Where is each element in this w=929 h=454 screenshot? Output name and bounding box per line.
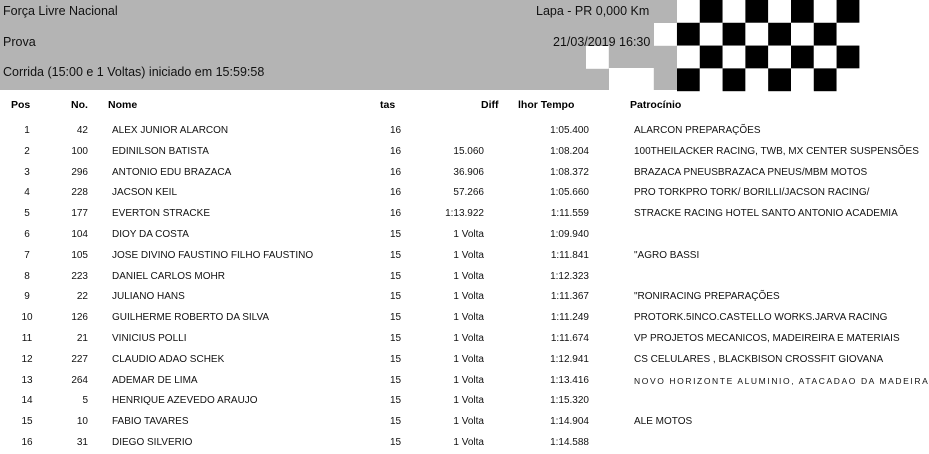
row-number: 5 [82,395,88,407]
checker-square [700,0,723,23]
checker-square [814,23,837,46]
row-laps: 16 [390,145,402,157]
checker-square [609,68,632,91]
checker-square [586,46,609,69]
session-name: Prova [3,35,36,49]
row-pos: 15 [21,416,33,428]
row-diff: 1 Volta [453,395,484,407]
checker-square [837,68,860,91]
row-laps: 15 [390,333,402,344]
row-number: 21 [76,333,88,344]
row-laps: 15 [390,437,402,448]
row-laps: 15 [390,416,402,428]
row-number: 296 [71,166,88,178]
row-laps: 16 [390,187,402,199]
table-row [0,246,858,267]
row-driver-name: DIEGO SILVERIO [112,437,193,448]
row-laps: 15 [390,291,402,303]
table-row [0,412,858,433]
row-driver-name: JOSE DIVINO FAUSTINO FILHO FAUSTINO [112,249,314,261]
row-number: 264 [71,374,88,386]
row-best-lap: 1:05.400 [550,125,589,136]
col-header-no: No. [71,99,88,111]
row-pos: 10 [21,312,33,324]
checker-square [654,23,677,46]
row-best-lap: 1:13.416 [550,374,589,386]
checker-square [837,46,860,69]
row-pos: 14 [21,395,33,407]
row-sponsor: STRACKE RACING HOTEL SANTO ANTONIO ACADEMIA [634,208,898,220]
row-laps: 15 [390,353,402,365]
row-pos: 1 [24,125,30,136]
checker-square [791,46,814,69]
row-best-lap: 1:08.204 [550,145,589,157]
checker-square [768,0,791,23]
checker-square [768,46,791,69]
row-sponsor: VP PROJETOS MECANICOS, MADEIREIRA E MATERIAIS [634,333,900,344]
row-best-lap: 1:11.841 [550,249,589,261]
checker-square [837,0,860,23]
table-row [0,391,858,412]
row-driver-name: HENRIQUE AZEVEDO ARAUJO [112,395,258,407]
row-driver-name: DANIEL CARLOS MOHR [112,270,225,282]
row-best-lap: 1:09.940 [550,229,589,240]
row-pos: 7 [24,249,30,261]
table-row [0,183,870,204]
table-row [0,204,898,225]
checker-square [700,68,723,91]
row-pos: 8 [24,270,30,282]
race-info: Corrida (15:00 e 1 Voltas) iniciado em 15:59:58 [3,65,265,79]
row-diff: 1 Volta [453,270,484,282]
row-sponsor: ALARCON PREPARAÇÕES [634,125,761,136]
checker-square [723,68,746,91]
checker-square [677,68,700,91]
row-sponsor: CS CELULARES , BLACKBISON CROSSFIT GIOVANA [634,353,884,365]
checker-square [677,23,700,46]
row-diff: 36.906 [453,166,484,178]
table-row [0,371,929,392]
checker-square [677,46,700,69]
table-row [0,287,858,308]
row-best-lap: 1:11.674 [550,333,589,344]
row-number: 126 [71,312,88,324]
col-header-sponsor: Patrocínio [630,99,682,111]
table-row [0,267,858,288]
table-row [0,433,858,454]
row-number: 22 [76,291,88,303]
checker-square [791,23,814,46]
row-best-lap: 1:11.367 [550,291,589,303]
row-number: 228 [71,187,88,199]
row-best-lap: 1:14.588 [550,437,589,448]
row-driver-name: GUILHERME ROBERTO DA SILVA [112,312,270,324]
row-number: 104 [71,229,88,240]
checker-square [723,23,746,46]
checker-square [723,46,746,69]
checker-square [745,23,768,46]
row-best-lap: 1:11.249 [550,312,589,324]
checker-square [700,46,723,69]
row-laps: 15 [390,270,402,282]
checker-square [745,68,768,91]
row-sponsor: NOVO HORIZONTE ALUMINIO, ATACADAO DA MADEIRA [634,375,929,386]
row-best-lap: 1:12.941 [550,353,589,365]
col-header-laps: tas [380,99,396,111]
row-pos: 13 [21,374,33,386]
row-driver-name: ANTONIO EDU BRAZACA [112,166,232,178]
table-row [0,142,919,163]
row-driver-name: EVERTON STRACKE [112,208,210,220]
row-driver-name: VINICIUS POLLI [112,333,187,344]
checker-square [723,0,746,23]
row-laps: 15 [390,374,402,386]
row-diff: 1 Volta [453,312,484,324]
table-row [0,225,858,246]
checker-square [814,46,837,69]
row-diff: 1 Volta [453,333,484,344]
checker-square [745,0,768,23]
checker-square [791,68,814,91]
row-number: 42 [76,125,88,136]
row-diff: 1:13.922 [445,208,484,220]
row-laps: 15 [390,249,402,261]
row-best-lap: 1:11.559 [550,208,589,220]
report-datetime: 21/03/2019 16:30 [553,35,651,49]
checker-square [700,23,723,46]
row-number: 105 [71,249,88,261]
checker-square [631,68,654,91]
row-diff: 1 Volta [453,416,484,428]
checker-square [745,46,768,69]
row-driver-name: DIOY DA COSTA [112,229,189,240]
row-best-lap: 1:05.660 [550,187,589,199]
row-laps: 16 [390,208,402,220]
row-best-lap: 1:12.323 [550,270,589,282]
row-best-lap: 1:08.372 [550,166,589,178]
row-driver-name: JACSON KEIL [112,187,178,199]
row-pos: 16 [21,437,33,448]
row-pos: 3 [24,166,30,178]
row-pos: 12 [21,353,33,365]
table-row [0,308,888,329]
checker-square [814,0,837,23]
row-diff: 1 Volta [453,291,484,303]
checker-square [791,0,814,23]
row-pos: 11 [21,333,33,344]
row-best-lap: 1:14.904 [550,416,589,428]
row-diff: 15.060 [453,145,484,157]
checker-square [837,23,860,46]
row-number: 227 [71,353,88,365]
row-driver-name: ADEMAR DE LIMA [112,374,198,386]
row-laps: 16 [390,166,402,178]
table-row [0,163,868,184]
row-sponsor: BRAZACA PNEUSBRAZACA PNEUS/MBM MOTOS [634,166,868,178]
row-best-lap: 1:15.320 [550,395,589,407]
checker-square [768,23,791,46]
row-diff: 1 Volta [453,374,484,386]
row-pos: 2 [24,145,30,157]
row-driver-name: ALEX JUNIOR ALARCON [112,125,229,136]
row-number: 223 [71,270,88,282]
col-header-diff: Diff [481,99,499,111]
track-location: Lapa - PR 0,000 Km [536,4,650,18]
col-header-best-lap: lhor Tempo [518,99,575,111]
row-diff: 1 Volta [453,229,484,240]
checker-square [677,0,700,23]
row-diff: 1 Volta [453,249,484,261]
row-number: 100 [71,145,88,157]
row-number: 31 [76,437,88,448]
row-diff: 57.266 [453,187,484,199]
row-sponsor: 100THEILACKER RACING, TWB, MX CENTER SUSPENSÕES [634,145,919,157]
row-driver-name: CLAUDIO ADAO SCHEK [112,353,225,365]
row-laps: 15 [390,229,402,240]
row-sponsor: PROTORK.5INCO.CASTELLO WORKS.JARVA RACING [634,312,888,324]
row-pos: 4 [24,187,30,199]
row-laps: 16 [390,125,402,136]
col-header-pos: Pos [11,99,31,111]
row-number: 177 [71,208,88,220]
row-pos: 5 [24,208,30,220]
row-sponsor: PRO TORKPRO TORK/ BORILLI/JACSON RACING/ [634,187,870,199]
row-number: 10 [76,416,88,428]
row-laps: 15 [390,312,402,324]
row-diff: 1 Volta [453,437,484,448]
row-sponsor: ALE MOTOS [634,416,693,428]
table-row [0,329,900,350]
col-header-name: Nome [108,99,138,111]
event-title: Força Livre Nacional [3,4,118,18]
table-row [0,350,884,371]
row-pos: 6 [24,229,30,240]
checker-square [768,68,791,91]
row-laps: 15 [390,395,402,407]
row-pos: 9 [24,291,30,303]
checker-square [814,68,837,91]
row-driver-name: FABIO TAVARES [112,416,189,428]
row-driver-name: JULIANO HANS [112,291,185,303]
row-driver-name: EDINILSON BATISTA [112,145,209,157]
row-sponsor: "AGRO BASSI [634,249,700,261]
row-diff: 1 Volta [453,353,484,365]
report-header [0,0,858,90]
table-row [0,121,858,142]
row-sponsor: "RONIRACING PREPARAÇÕES [634,291,780,303]
